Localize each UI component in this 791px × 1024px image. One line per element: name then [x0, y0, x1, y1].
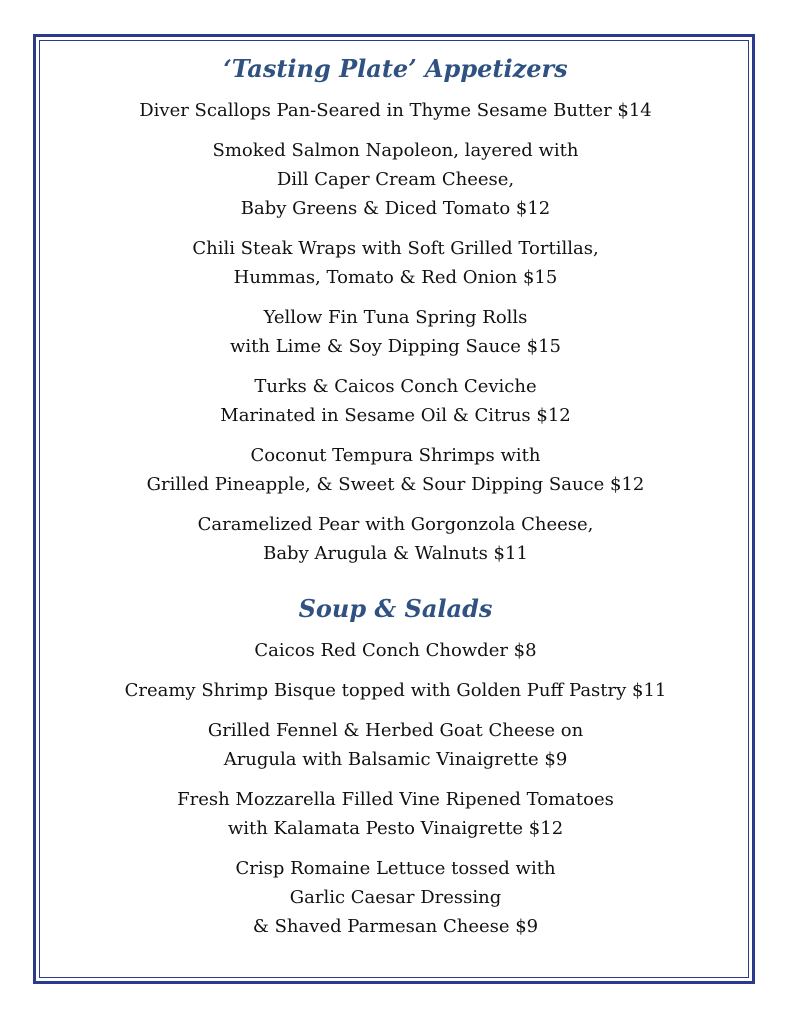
- appetizers-section: [40, 54, 751, 568]
- menu-item-line: Diver Scallops Pan-Seared in Thyme Sesame Butter $14: [139, 100, 652, 121]
- menu-item-line: Chili Steak Wraps with Soft Grilled Tortillas,: [192, 238, 599, 259]
- menu-item-line: Creamy Shrimp Bisque topped with Golden Puff Pastry $11: [124, 680, 667, 701]
- menu-item-line: Yellow Fin Tuna Spring Rolls: [263, 307, 528, 328]
- menu-item-line: Caramelized Pear with Gorgonzola Cheese,: [197, 514, 594, 535]
- menu-item-line: Caicos Red Conch Chowder $8: [254, 640, 537, 661]
- menu-item-line: Smoked Salmon Napoleon, layered with: [212, 140, 579, 161]
- menu-item-line: Turks & Caicos Conch Ceviche: [254, 376, 537, 397]
- menu-item: [40, 854, 751, 941]
- menu-item-line: Marinated in Sesame Oil & Citrus $12: [220, 405, 571, 426]
- menu-item: [40, 441, 751, 499]
- menu-item-line: Arugula with Balsamic Vinaigrette $9: [223, 749, 568, 770]
- menu-item: [40, 136, 751, 223]
- menu-item: [40, 676, 751, 705]
- menu-item-line: Baby Greens & Diced Tomato $12: [240, 198, 551, 219]
- menu-item-line: Hummas, Tomato & Red Onion $15: [233, 267, 558, 288]
- menu-item-line: with Lime & Soy Dipping Sauce $15: [230, 336, 561, 357]
- menu-item-line: & Shaved Parmesan Cheese $9: [252, 916, 539, 937]
- menu-item-line: Fresh Mozzarella Filled Vine Ripened Tomatoes: [177, 789, 614, 810]
- menu-item-line: Grilled Fennel & Herbed Goat Cheese on: [207, 720, 584, 741]
- menu-content: [40, 54, 751, 952]
- menu-item-line: with Kalamata Pesto Vinaigrette $12: [227, 818, 564, 839]
- section-title-soup-salads: Soup & Salads: [298, 594, 493, 623]
- menu-item-line: Crisp Romaine Lettuce tossed with: [235, 858, 556, 879]
- menu-item: [40, 96, 751, 125]
- menu-item-line: Grilled Pineapple, & Sweet & Sour Dipping Sauce $12: [146, 474, 645, 495]
- menu-item: [40, 510, 751, 568]
- menu-item: [40, 234, 751, 292]
- menu-item-line: Baby Arugula & Walnuts $11: [263, 543, 528, 564]
- menu-item: [40, 716, 751, 774]
- menu-item: [40, 372, 751, 430]
- menu-item-line: Garlic Caesar Dressing: [289, 887, 502, 908]
- menu-item-line: Coconut Tempura Shrimps with: [250, 445, 541, 466]
- menu-item: [40, 303, 751, 361]
- menu-item-line: Dill Caper Cream Cheese,: [276, 169, 515, 190]
- menu-item: [40, 785, 751, 843]
- menu-item: [40, 636, 751, 665]
- section-title-appetizers: ‘Tasting Plate’ Appetizers: [223, 54, 568, 83]
- soup-salads-section: [40, 594, 751, 941]
